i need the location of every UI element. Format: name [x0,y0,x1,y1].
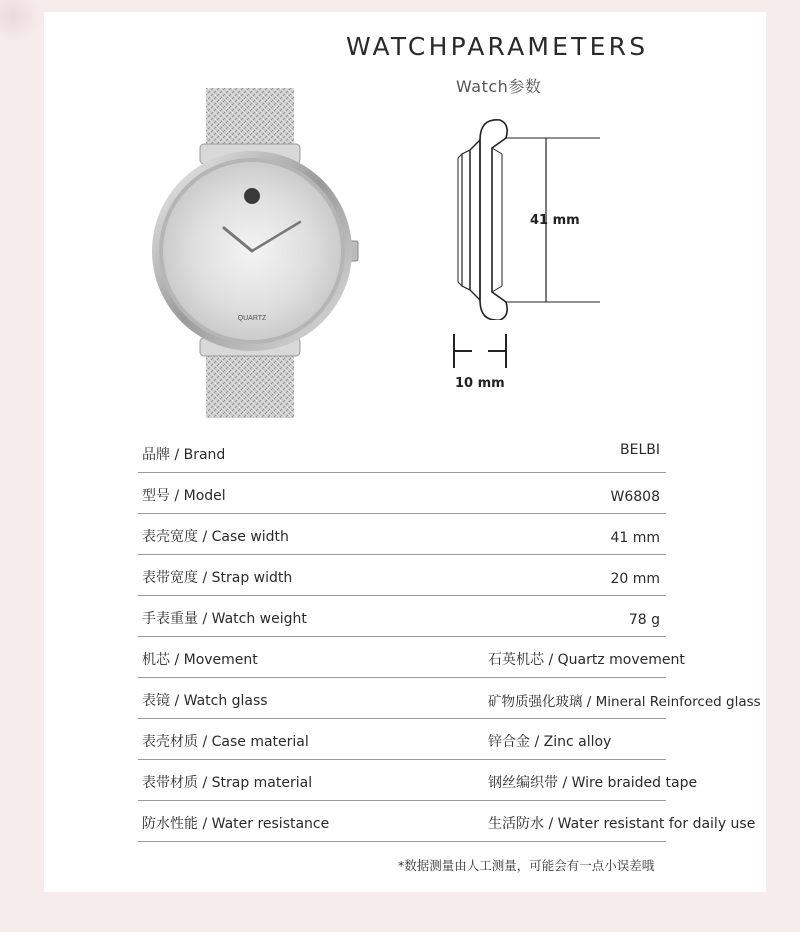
watch-product-image [140,86,370,421]
spec-row-movement [138,637,685,678]
thickness-dimension-marker [446,332,516,372]
spec-row-brand [138,432,666,473]
spec-row-strap-width [138,555,666,596]
spec-label: 手表重量 / Watch weight [142,611,307,627]
spec-value: 41 mm [610,530,660,546]
height-dimension-label: 41 mm [530,213,580,228]
spec-value: 锌合金 / Zinc alloy [488,734,612,750]
spec-row-case-width [138,514,666,555]
spec-label: 表壳宽度 / Case width [142,529,289,545]
spec-label: 表镜 / Watch glass [142,693,268,709]
spec-value: W6808 [610,489,660,505]
spec-label: 防水性能 / Water resistance [142,816,330,832]
measurement-footnote: *数据测量由人工测量，可能会有一点小误差哦 [398,858,655,873]
page-subtitle: Watch参数 [456,77,542,96]
spec-value: BELBI [620,442,660,458]
spec-label: 品牌 / Brand [142,447,226,463]
spec-value: 矿物质强化玻璃 / Mineral Reinforced glass [488,694,761,710]
dial-label: QUARTZ [237,315,267,322]
spec-row-watch-glass [138,678,761,719]
spec-value: 78 g [628,612,660,628]
page-title: WATCHPARAMETERS [346,32,649,61]
spec-row-case-material [138,719,666,760]
spec-value: 钢丝编织带 / Wire braided tape [488,775,698,791]
spec-value: 20 mm [610,571,660,587]
spec-value: 石英机芯 / Quartz movement [488,652,685,668]
spec-row-model [138,473,666,514]
thickness-dimension-label: 10 mm [455,376,505,391]
spec-row-watch-weight [138,596,666,637]
watch-profile-diagram [440,110,610,320]
spec-label: 表壳材质 / Case material [142,734,309,750]
spec-row-water-resistance [138,801,756,842]
spec-label: 机芯 / Movement [142,652,258,668]
spec-row-strap-material [138,760,698,801]
spec-value: 生活防水 / Water resistant for daily use [488,816,756,832]
corner-decoration [0,0,44,40]
spec-label: 表带材质 / Strap material [142,775,313,791]
spec-label: 型号 / Model [142,488,226,504]
spec-label: 表带宽度 / Strap width [142,570,293,586]
